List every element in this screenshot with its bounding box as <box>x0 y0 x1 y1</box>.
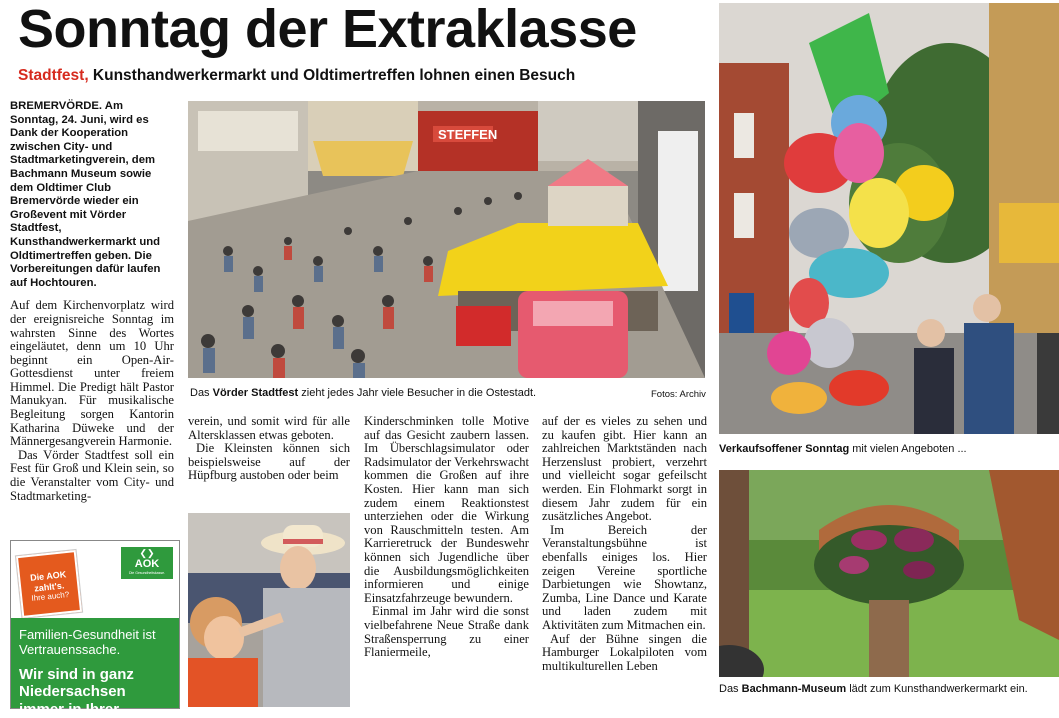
sticker-line: Ihre auch? <box>31 589 70 603</box>
article-paragraph: Kinderschminken tolle Motive auf das Gesicht zaubern lassen. Im Überschlagsimulator oder Radsimulator der Verkehrswacht kommen die Großen auf ihre Kosten. Hier kann man sich zudem einem Reaktionstest unterziehen oder die Wirkung von Rauschmitteln testen. Am Karrieretruck der Bundeswehr können sich Jugendliche über die Ausbildungsmöglichkeiten informieren und einige Einsatzfahrzeuge bewundern. <box>364 414 529 605</box>
aok-ad-headline: Wir sind in ganz Niedersachsen <box>19 666 134 700</box>
headline: Sonntag der Extraklasse <box>18 0 637 59</box>
aok-brand: AOK <box>134 558 160 570</box>
sticker-line: zahlt's. <box>33 580 65 594</box>
sticker-line: Die AOK <box>29 569 67 583</box>
article-paragraph: Im Bereich der Veranstaltungsbühne ist ebenfalls einiges los. Hier zeigen Vereine sportliche Darbietungen wie Showtanz, Zumba, Line Dance und Karate und laden zudem mit Aktivitäten zum Mitmachen ein. <box>542 522 707 632</box>
caption-bold: Verkaufsoffener Sonntag <box>719 443 850 455</box>
right-top-caption: Verkaufsoffener Sonntag mit vielen Angeboten ... <box>719 443 967 455</box>
photo-balloons <box>719 3 1059 434</box>
caption-bold: Bachmann-Museum <box>741 683 847 695</box>
photo-bachmann-museum <box>719 470 1059 677</box>
article-paragraph: verein, und somit wird für alle Altersklassen etwas geboten. <box>188 414 350 442</box>
subheadline <box>18 67 575 85</box>
main-photo-stadtfest <box>188 101 705 378</box>
right-bottom-caption: Das Bachmann-Museum lädt zum Kunsthandwerkermarkt ein. <box>719 683 1028 695</box>
article-paragraph: Die Kleinsten können sich beispielsweise auf der Hüpfburg austoben oder beim <box>188 441 350 483</box>
article-paragraph: Auf der Bühne singen die Hamburger Lokalpiloten vom multikulturellen Leben <box>542 631 707 673</box>
aok-brand-sub: Die Gesundheitskasse. <box>129 571 165 575</box>
photo-credit: Fotos: Archiv <box>651 389 706 400</box>
main-photo-caption: Das Vörder Stadtfest zieht jedes Jahr viele Besucher in die Ostestadt. <box>190 387 537 399</box>
aok-ad-panel <box>11 618 179 718</box>
aok-ad-headline-cut: immer in Ihrer <box>19 701 120 718</box>
aok-logo-mark: ❮❯ <box>139 548 155 558</box>
subheadline-accent: Stadtfest, <box>18 67 89 84</box>
article-paragraph: Einmal im Jahr wird die sonst vielbefahrene Neue Straße dank Straßensperrung zu einer Flaniermeile, <box>364 604 529 660</box>
article-column-4 <box>542 415 707 673</box>
aok-logo <box>121 547 173 579</box>
article-paragraph: Das Vörder Stadtfest soll ein Fest für Groß und Klein sein, so die Veranstalter vom City- und Stadtmarketing- <box>10 447 174 503</box>
subheadline-text: Kunsthandwerkermarkt und Oldtimertreffen lohnen einen Besuch <box>88 67 576 84</box>
article-lead: BREMERVÖRDE. Am Sonntag, 24. Juni, wird es Dank der Kooperation zwischen City- und Stadtmarketingverein, dem Bachmann Museum sowie dem Oldtimer Club Bremervörde wieder ein Großevent mit Vörder Stadtfest, Kunsthandwerkermarkt und Oldtimertreffen geben. Die Vorbereitungen dafür laufen auf Hochtouren. <box>10 100 161 289</box>
aok-advertisement[interactable] <box>10 540 180 718</box>
article-column-3 <box>364 415 529 660</box>
caption-bold: Vörder Stadtfest <box>212 387 299 399</box>
article-column-2 <box>188 415 350 483</box>
article-paragraph: auf der es vieles zu sehen und zu kaufen gibt. Hier kann an zahlreichen Marktständen nach Herzenslust probiert, verzehrt und vielleicht sogar gefeilscht werden. Ein Flohmarkt sorgt in diesem Jahr zudem für ein zusätzliches Angebot. <box>542 414 707 524</box>
aok-tagline: Familien-Gesundheit ist Vertrauenssache. <box>19 627 156 657</box>
aok-sticker <box>16 550 82 618</box>
photo-face-painting <box>188 513 350 707</box>
article-paragraph: Auf dem Kirchenvorplatz wird der ereignisreiche Sonntag im wahrsten Sinne des Wortes eingeläutet, denn um 10 Uhr beginnt ein Open-Air-Gottesdienst unter freiem Himmel. Die Predigt hält Pastor Manukyan. Für musikalische Begleitung sorgen Kantorin Katharina Düweke und der Männergesangverein Harmonie. <box>10 298 174 449</box>
article-column-1 <box>10 100 174 503</box>
store-sign: STEFFEN <box>438 127 498 142</box>
